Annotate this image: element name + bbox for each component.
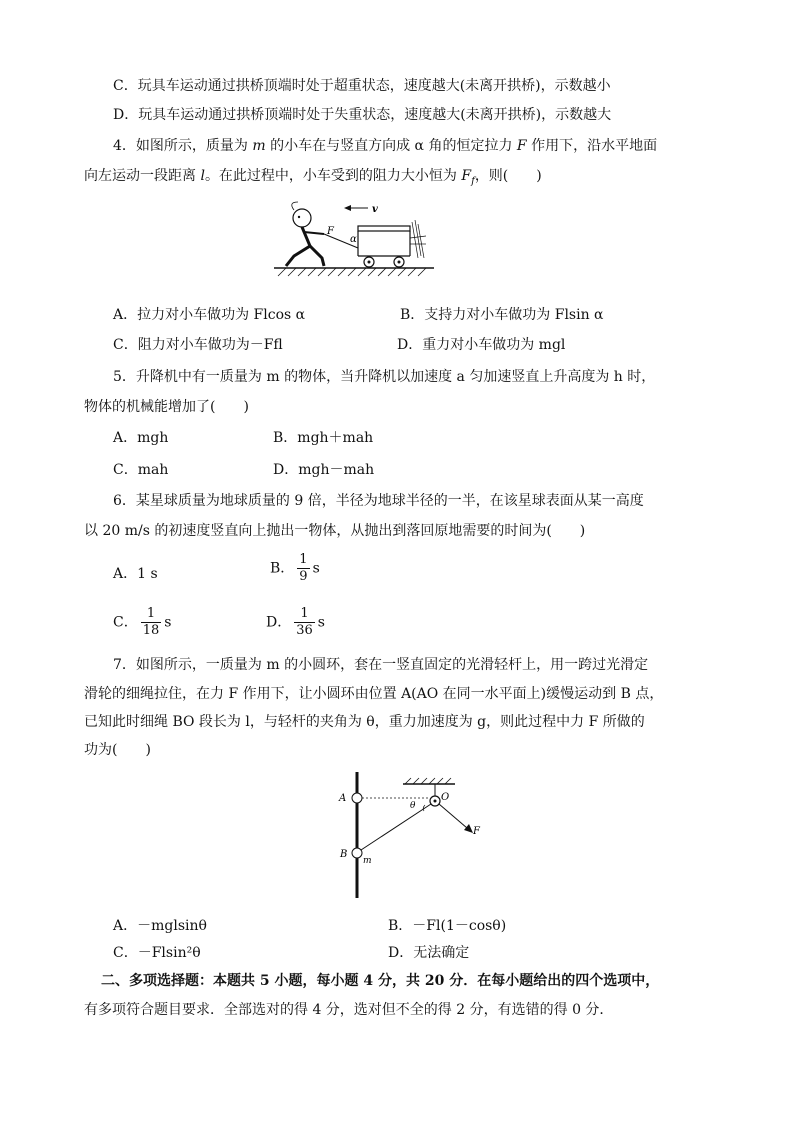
q7-figure-label-F: F <box>473 826 480 837</box>
q7-stem-line3: 已知此时细绳 BO 段长为 l，与轻杆的夹角为 θ，重力加速度为 g，则此过程中力 F 所做的 <box>84 714 645 730</box>
q6-stem-line1: 6．某星球质量为地球质量的 9 倍，半径为地球半径的一半，在该星球表面从某一高度 <box>113 493 644 509</box>
q7-stem-line2: 滑轮的细绳拉住，在力 F 作用下，让小圆环由位置 A(AO 在同一水平面上)缓慢运动到 B 点， <box>84 686 664 702</box>
q7-option-b: B．－Fl(1－cosθ) <box>388 918 507 934</box>
q5-option-a: A．mgh <box>113 430 169 446</box>
section2-instructions: 有多项符合题目要求．全部选对的得 4 分，选对但不全的得 2 分，有选错的得 0 分． <box>84 1002 614 1018</box>
q7-option-c: C．－Flsin²θ <box>113 945 201 961</box>
q3-option-d: D．玩具车运动通过拱桥顶端时处于失重状态，速度越大(未离开拱桥)，示数越大 <box>113 107 612 123</box>
q6-option-d: D． $\frac{1}{36}$ s <box>266 606 325 638</box>
q5-option-c: C．mah <box>113 462 169 478</box>
q7-stem-line4: 功为( ) <box>84 742 151 758</box>
q7-option-a: A．－mglsinθ <box>113 918 207 934</box>
q6-stem-line2: 以 20 m/s 的初速度竖直向上抛出一物体，从抛出到落回原地需要的时间为( ) <box>84 523 586 539</box>
q6-option-b: B． $\frac{1}{9}$ s <box>270 552 320 584</box>
q5-option-b: B．mgh＋mah <box>273 430 374 446</box>
q4-stem-line2: 向左运动一段距离 l。在此过程中，小车受到的阻力大小恒为 $F_f$，则( ) <box>84 168 542 187</box>
q5-stem-line1: 5．升降机中有一质量为 m 的物体，当升降机以加速度 a 匀加速竖直上升高度为 h 时， <box>113 369 656 385</box>
q4-option-d: D．重力对小车做功为 mgl <box>397 337 566 353</box>
q4-figure-label-F: F <box>327 226 334 237</box>
q7-figure-ring-pulley <box>335 768 495 903</box>
q7-figure-label-theta: θ <box>410 801 416 811</box>
q4-option-a: A．拉力对小车做功为 Flcos α <box>113 307 306 323</box>
q5-stem-line2: 物体的机械能增加了( ) <box>84 399 249 415</box>
q3-option-c: C．玩具车运动通过拱桥顶端时处于超重状态，速度越大(未离开拱桥)，示数越小 <box>113 78 611 94</box>
section2-heading: 二、多项选择题：本题共 5 小题，每小题 4 分，共 20 分．在每小题给出的四个选项中， <box>101 973 660 989</box>
q4-stem-line1: 4．如图所示，质量为 m 的小车在与竖直方向成 α 角的恒定拉力 F 作用下，沿水平地面 <box>113 138 658 154</box>
q4-figure-label-alpha: α <box>350 234 357 245</box>
q7-figure-label-A: A <box>339 793 347 804</box>
q7-figure-label-B: B <box>340 849 348 860</box>
q4-option-b: B．支持力对小车做功为 Flsin α <box>400 307 604 323</box>
q4-figure-label-v: v <box>372 204 378 215</box>
q7-figure-label-O: O <box>441 792 450 803</box>
q7-figure-label-m: m <box>363 856 372 866</box>
q5-option-d: D．mgh－mah <box>273 462 375 478</box>
q6-option-c: C． $\frac{1}{18}$ s <box>113 606 172 638</box>
q4-option-c: C．阻力对小车做功为－Ffl <box>113 337 283 353</box>
q7-option-d: D．无法确定 <box>388 945 470 961</box>
q7-stem-line1: 7．如图所示，一质量为 m 的小圆环，套在一竖直固定的光滑轻杆上，用一跨过光滑定 <box>113 657 649 673</box>
q6-option-a: A．1 s <box>113 566 158 582</box>
q4-figure-cart <box>272 198 437 278</box>
